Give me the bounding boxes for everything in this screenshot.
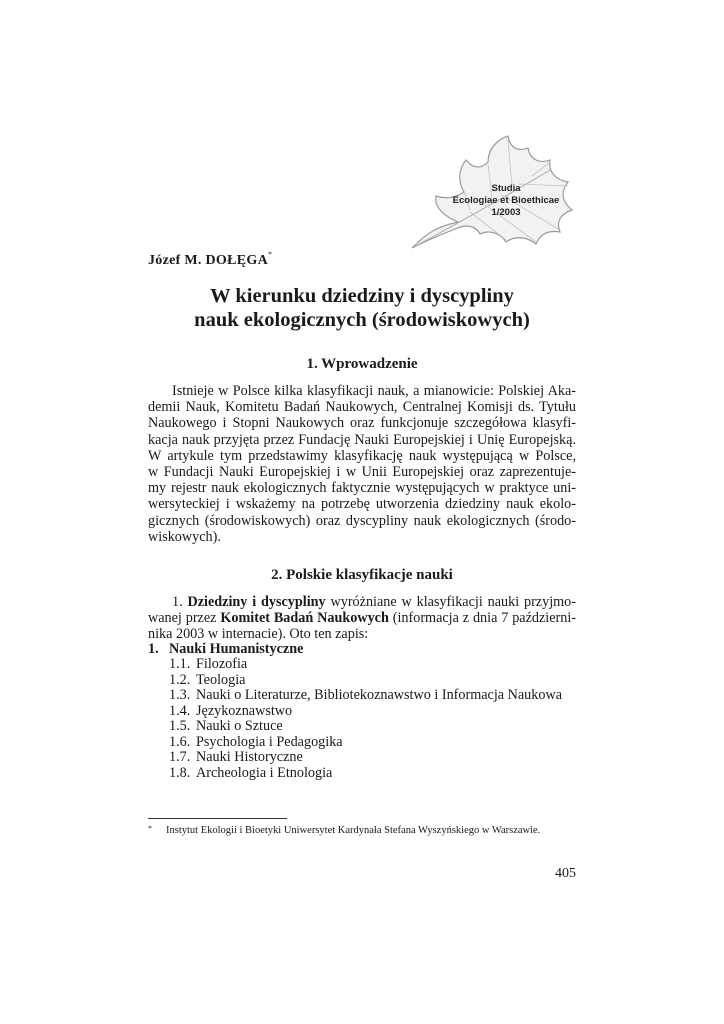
paragraph-line: W artykule tym przedstawimy klasyfikację nauk występującą w Polsce, [148, 447, 576, 464]
page-number: 405 [555, 866, 576, 881]
section-heading-2: 2. Polskie klasyfikacje nauki [271, 567, 453, 583]
paragraph-line: Naukowego i Stopni Naukowych oraz funkcjonuje szczegółowa klasyfi- [148, 415, 576, 432]
author-name: Józef M. DOŁĘGA [148, 253, 268, 268]
title-line-1: W kierunku dziedziny i dyscypliny [210, 285, 514, 307]
author [148, 250, 272, 269]
paragraph-line: demii Nauk, Komitetu Badań Naukowych, Centralnej Komisji ds. Tytułu [148, 399, 576, 416]
paragraph-line: 1. Dziedziny i dyscypliny wyróżniane w klasyfikacji nauki przyjmo- [172, 594, 576, 610]
bold-term: Komitet Badań Naukowych [220, 610, 389, 627]
journal-name [446, 183, 566, 219]
paragraph-line: nika 2003 w internacie). Oto ten zapis: [148, 626, 369, 643]
list-item: 1.5. Nauki o Sztuce [169, 718, 283, 734]
category-heading: 1. Nauki Humanistyczne [148, 641, 304, 657]
discipline-list [169, 657, 562, 781]
footnote-divider [148, 818, 287, 819]
intro-paragraph [148, 383, 576, 545]
bold-term: Dziedziny i dyscypliny [187, 594, 326, 610]
footnote: * Instytut Ekologii i Bioetyki Uniwersytet Kardynała Stefana Wyszyńskiego w Warszawie. [148, 824, 541, 836]
paragraph-line: Istnieje w Polsce kilka klasyfikacji nauk, a mianowicie: Polskiej Aka- [172, 383, 576, 399]
journal-title-line: Studia [491, 183, 521, 194]
journal-issue: 1/2003 [491, 207, 521, 218]
title-line-2: nauk ekologicznych (środowiskowych) [194, 309, 530, 331]
paragraph-line: wersyteckiej i wskażemy na potrzebę utworzenia dziedziny nauk ekolo- [148, 496, 576, 513]
list-item: 1.1. Filozofia [169, 656, 248, 672]
section-heading-1: 1. Wprowadzenie [306, 356, 418, 372]
classification-intro [148, 594, 576, 643]
paragraph-line: w Fundacji Nauki Europejskiej i w Unii Europejskiej oraz zaprezentuje- [148, 464, 576, 481]
paragraph-line: gicznych (środowiskowych) oraz dyscypliny nauk ekologicznych (środo- [148, 512, 576, 529]
footnote-text: Instytut Ekologii i Bioetyki Uniwersytet Kardynała Stefana Wyszyńskiego w Warszawie. [166, 825, 541, 836]
list-item: 1.7. Nauki Historyczne [169, 749, 303, 765]
list-item: 1.2. Teologia [169, 671, 246, 688]
article-title [148, 284, 576, 332]
paragraph-line: wanej przez Komitet Badań Naukowych (informacja z dnia 7 październi- [148, 610, 576, 627]
list-item: 1.4. Językoznawstwo [169, 702, 293, 719]
paragraph-line: my rejestr nauk ekologicznych faktycznie występujących w praktyce uni- [148, 480, 576, 497]
author-footnote-mark: * [267, 250, 273, 259]
list-item: 1.8. Archeologia i Etnologia [169, 764, 333, 781]
paragraph-line: wiskowych). [148, 528, 221, 545]
journal-subtitle-line: Ecologiae et Bioethicae [452, 195, 560, 206]
list-item: 1.6. Psychologia i Pedagogika [169, 733, 343, 750]
list-item: 1.3. Nauki o Literaturze, Bibliotekoznawstwo i Informacja Naukowa [169, 687, 562, 703]
paragraph-line: kacja nauk przyjęta przez Fundację Nauki Europejskiej i Unię Europejską. [148, 431, 576, 448]
